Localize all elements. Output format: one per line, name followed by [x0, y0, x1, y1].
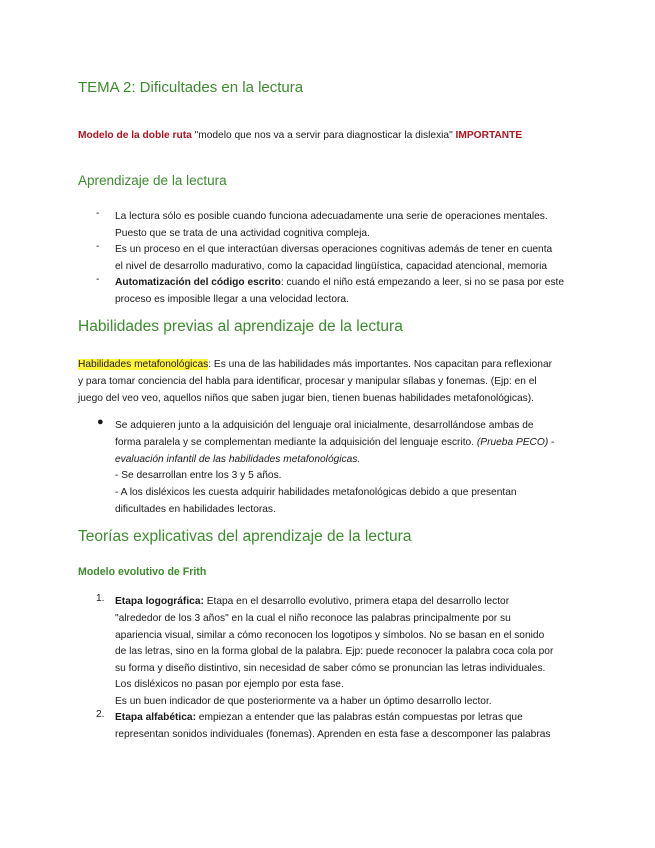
- sec1-b3-bold: Automatización del código escrito: [115, 277, 281, 288]
- prueba-peco: (Prueba PECO): [476, 437, 549, 448]
- sec1-b1-line1: La lectura sólo es posible cuando funciona adecuadamente una serie de operaciones mentales.: [115, 211, 548, 222]
- dash-marker: -: [96, 241, 100, 252]
- sec2-bullet-line4: - Se desarrollan entre los 3 y 5 años.: [115, 470, 282, 481]
- sec2-bullet-line2-a: forma paralela y se complementan mediante la adquisición del lenguaje escrito.: [115, 437, 477, 448]
- sec1-b1-line2: Puesto que se trata de una actividad cognitiva compleja.: [115, 228, 370, 239]
- section-heading-aprendizaje: Aprendizaje de la lectura: [78, 173, 227, 188]
- sec2-bullet-line2-b: -: [548, 437, 555, 448]
- dash-marker: -: [96, 208, 100, 219]
- sec2-p-line2: y para tomar conciencia del habla para identificar, procesar y manipular sílabas y fonemas. (Ejp: en el: [78, 376, 537, 387]
- dash-marker: -: [96, 274, 100, 285]
- sec1-b3-line2: proceso es imposible llegar a una velocidad lectora.: [115, 294, 349, 305]
- document-title: TEMA 2: Dificultades en la lectura: [78, 79, 304, 96]
- intro-text: "modelo que nos va a servir para diagnosticar la dislexia": [191, 130, 456, 141]
- item1-line4: de las letras, sino en la forma global de la palabra. Ejp: puede reconocer la palabra coca cola por: [115, 646, 554, 657]
- highlighted-term: Habilidades metafonológicas: [78, 359, 209, 370]
- sec1-b2-line2: el nivel de desarrollo madurativo, como la capacidad lingüística, capacidad atencional, memoria: [115, 261, 548, 272]
- section-heading-habilidades: Habilidades previas al aprendizaje de la lectura: [78, 318, 403, 335]
- sec2-bullet-line1: Se adquieren junto a la adquisición del lenguaje oral inicialmente, desarrollándose ambas de: [115, 420, 534, 431]
- sec1-b3-line1: [115, 274, 564, 291]
- item2-line1: [115, 709, 523, 726]
- item1-line7: Es un buen indicador de que posteriormente va a haber un óptimo desarrollo lector.: [115, 696, 492, 707]
- item1-line1: [115, 593, 509, 610]
- item2-line1-rest: empiezan a entender que las palabras están compuestas por letras que: [195, 712, 523, 723]
- list-number: 1.: [96, 593, 105, 604]
- bullet-dot: ●: [97, 416, 104, 428]
- sec2-bullet-line2: [115, 434, 554, 451]
- section-heading-teorias: Teorías explicativas del aprendizaje de la lectura: [78, 528, 412, 545]
- item1-line6: Los disléxicos no pasan por ejemplo por esta fase.: [115, 679, 344, 690]
- subheading-frith: Modelo evolutivo de Frith: [78, 566, 207, 578]
- sec1-b3-rest: : cuando el niño está empezando a leer, si no se pasa por este: [280, 277, 565, 288]
- sec1-b2-line1: Es un proceso en el que interactúan diversas operaciones cognitivas además de tener en cuenta: [115, 244, 553, 255]
- sec2-p-line3: juego del veo veo, aquellos niños que saben jugar bien, tienen buenas habilidades metafonológicas).: [78, 393, 534, 404]
- sec2-bullet-line6: dificultades en habilidades lectoras.: [115, 504, 276, 515]
- intro-term: Modelo de la doble ruta: [78, 130, 192, 141]
- item1-line3: apariencia visual, similar a cómo reconocen los logotipos y símbolos. No se basan en el sonido: [115, 630, 545, 641]
- intro-flag: IMPORTANTE: [455, 130, 523, 141]
- sec2-p-line1-rest: : Es una de las habilidades más importantes. Nos capacitan para reflexionar: [208, 359, 552, 370]
- item1-line2: "alrededor de los 3 años" en la cual el niño reconoce las palabras principalmente por su: [115, 613, 511, 624]
- item1-bold: Etapa logográfica:: [115, 596, 204, 607]
- intro-line: [78, 127, 522, 144]
- list-number: 2.: [96, 709, 105, 720]
- item2-line2: representan sonidos individuales (fonemas). Aprenden en esta fase a descomponer las palabras: [115, 729, 551, 740]
- item2-bold: Etapa alfabética:: [115, 712, 196, 723]
- sec2-p-line1: [78, 356, 552, 373]
- item1-line5: su forma y diseño distintivo, sin necesidad de saber cómo se pronuncian las letras individuales.: [115, 663, 546, 674]
- sec2-bullet-line3: evaluación infantil de las habilidades metafonológicas.: [115, 454, 361, 465]
- item1-line1-rest: Etapa en el desarrollo evolutivo, primera etapa del desarrollo lector: [203, 596, 510, 607]
- sec2-bullet-line5: - A los disléxicos les cuesta adquirir habilidades metafonológicas debido a que presentan: [115, 487, 517, 498]
